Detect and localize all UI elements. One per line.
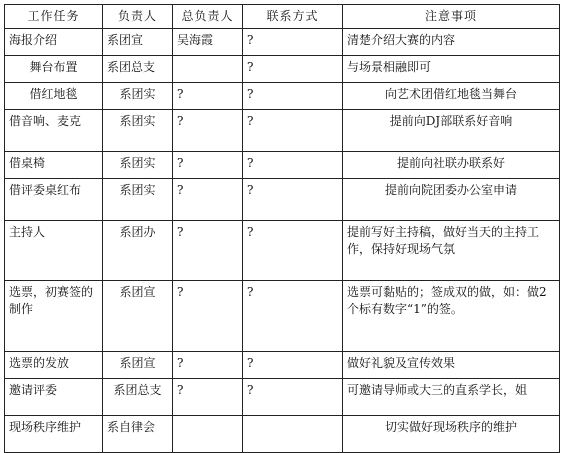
cell-notes: 清楚介绍大赛的内容: [343, 29, 560, 56]
cell-chief: ?: [173, 179, 243, 221]
header-contact: 联系方式: [243, 5, 343, 29]
header-notes: 注意事项: [343, 5, 560, 29]
cell-contact: ?: [243, 110, 343, 152]
cell-person: 系团宣: [103, 352, 173, 379]
cell-contact: ?: [243, 56, 343, 83]
task-assignment-table: [4, 4, 560, 453]
cell-contact: ?: [243, 29, 343, 56]
cell-person: 系团实: [103, 179, 173, 221]
cell-notes: 切实做好现场秩序的维护: [343, 416, 560, 453]
cell-contact: ?: [243, 379, 343, 416]
cell-chief: ?: [173, 281, 243, 352]
cell-chief: ?: [173, 352, 243, 379]
header-task: 工作任务: [5, 5, 103, 29]
header-chief-in-charge: 总负责人: [173, 5, 243, 29]
table-row: [5, 29, 560, 56]
cell-contact: ?: [243, 221, 343, 281]
cell-task: 借音响、麦克: [5, 110, 103, 152]
cell-notes: 提前向DJ部联系好音响: [343, 110, 560, 152]
table-row: [5, 221, 560, 281]
cell-contact: ?: [243, 179, 343, 221]
cell-task: 借桌椅: [5, 152, 103, 179]
cell-person: 系团办: [103, 221, 173, 281]
cell-chief: [173, 416, 243, 453]
cell-chief: [173, 56, 243, 83]
cell-notes: 可邀请导师或大三的直系学长，姐: [343, 379, 560, 416]
cell-task: 借评委桌红布: [5, 179, 103, 221]
table-row: [5, 352, 560, 379]
cell-notes: 提前写好主持稿，做好当天的主持工作，保持好现场气氛: [343, 221, 560, 281]
cell-contact: ?: [243, 152, 343, 179]
table-row: [5, 179, 560, 221]
cell-chief: ?: [173, 110, 243, 152]
cell-task: 邀请评委: [5, 379, 103, 416]
cell-contact: ?: [243, 83, 343, 110]
cell-person: 系团宣: [103, 29, 173, 56]
cell-chief: ?: [173, 379, 243, 416]
cell-task: 舞台布置: [5, 56, 103, 83]
cell-person: 系团宣: [103, 281, 173, 352]
table-row: [5, 83, 560, 110]
cell-task: 借红地毯: [5, 83, 103, 110]
cell-notes: 做好礼貌及宣传效果: [343, 352, 560, 379]
header-person-in-charge: 负责人: [103, 5, 173, 29]
cell-notes: 选票可黏贴的；签成双的做，如：做2个标有数字“1”的签。: [343, 281, 560, 352]
cell-notes: 提前向院团委办公室申请: [343, 179, 560, 221]
cell-person: 系团总支: [103, 379, 173, 416]
cell-contact: [243, 416, 343, 453]
table-row: [5, 152, 560, 179]
cell-chief: ?: [173, 221, 243, 281]
cell-person: 系自律会: [103, 416, 173, 453]
cell-notes: 提前向社联办联系好: [343, 152, 560, 179]
cell-contact: ?: [243, 352, 343, 379]
cell-task: 海报介绍: [5, 29, 103, 56]
cell-person: 系团实: [103, 110, 173, 152]
cell-chief: 吴海霞: [173, 29, 243, 56]
cell-person: 系团总支: [103, 56, 173, 83]
cell-task: 选票的发放: [5, 352, 103, 379]
cell-task: 选票，初赛签的制作: [5, 281, 103, 352]
cell-notes: 向艺术团借红地毯当舞台: [343, 83, 560, 110]
cell-person: 系团实: [103, 83, 173, 110]
table-row: [5, 56, 560, 83]
table-row: [5, 281, 560, 352]
cell-chief: ?: [173, 152, 243, 179]
cell-notes: 与场景相融即可: [343, 56, 560, 83]
cell-task: 现场秩序维护: [5, 416, 103, 453]
cell-chief: ?: [173, 83, 243, 110]
cell-task: 主持人: [5, 221, 103, 281]
table-row: [5, 110, 560, 152]
table-header-row: [5, 5, 560, 29]
table-row: [5, 379, 560, 416]
cell-contact: ?: [243, 281, 343, 352]
table-row: [5, 416, 560, 453]
cell-person: 系团实: [103, 152, 173, 179]
